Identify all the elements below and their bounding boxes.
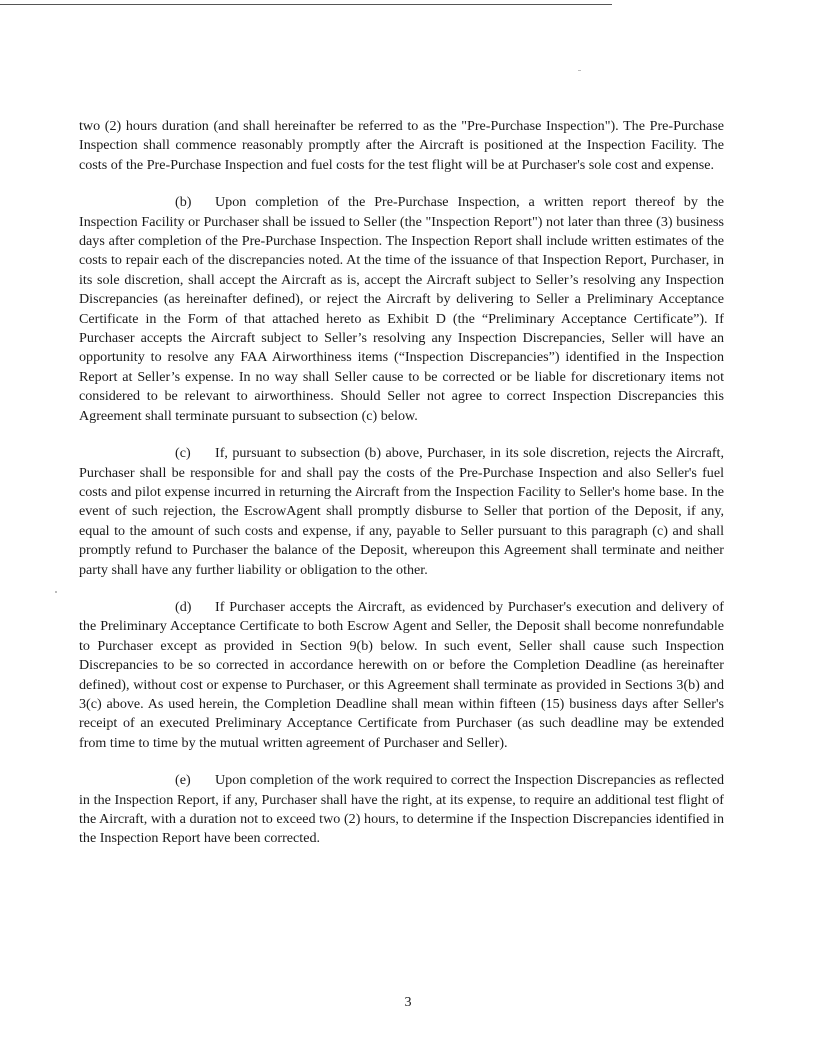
paragraph-marker: (c) [175, 445, 191, 462]
page-number: 3 [404, 994, 412, 1010]
paragraph-text: Upon completion of the Pre-Purchase Inspection, a written report thereof by the Inspection Facility or Purchaser shall be issued to Seller (the "Inspection Report") not later than three (3) business days after completion of the Pre-Purchase Inspection. The Inspection Report shall include written estimates of the costs to repair each of the discrepancies noted. At the time of the issuance of that Inspection Report, Purchaser, in its sole discretion, shall accept the Aircraft as is, accept the Aircraft subject to Seller’s resolving any Inspection Discrepancies (as hereinafter defined), or reject the Aircraft by delivering to Seller a Preliminary Acceptance Certificate in the Form of that attached hereto as Exhibit D (the “Preliminary Acceptance Certificate”). If Purchaser accepts the Aircraft subject to Seller’s resolving any Inspection Discrepancies, Seller will have an opportunity to resolve any FAA Airworthiness items (“Inspection Discrepancies”) identified in the Inspection Report at Seller’s expense. In no way shall Seller cause to be corrected or be liable for discretionary items not considered to be relevant to airworthiness. Should Seller not agree to correct Inspection Discrepancies this Agreement shall terminate pursuant to subsection (c) below. [79, 194, 724, 424]
paragraph-text: If Purchaser accepts the Aircraft, as evidenced by Purchaser's execution and delivery of the Preliminary Acceptance Certificate to both Escrow Agent and Seller, the Deposit shall become nonrefundable to Purchaser except as provided in Section 9(b) below. In such event, Seller shall cause such Inspection Discrepancies to be so corrected in accordance herewith on or before the Completion Deadline (as hereinafter defined), without cost or expense to Purchaser, or this Agreement shall terminate as provided in Sections 3(b) and 3(c) above. As used herein, the Completion Deadline shall mean within fifteen (15) business days after Seller's receipt of an executed Preliminary Acceptance Certificate from Purchaser (as such deadline may be extended from time to time by the mutual written agreement of Purchaser and Seller). [79, 598, 724, 751]
paragraph-b [79, 193, 724, 426]
paragraph-text: If, pursuant to subsection (b) above, Purchaser, in its sole discretion, rejects the Aircraft, Purchaser shall be responsible for and shall pay the costs of the Pre-Purchase Inspection and also Seller's fuel costs and pilot expense incurred in returning the Aircraft from the Inspection Facility to Seller's home base. In the event of such rejection, the EscrowAgent shall promptly disburse to Seller that portion of the Deposit, if any, equal to the amount of such costs and expense, if any, payable to Seller pursuant to this paragraph (c) and shall promptly refund to Purchaser the balance of the Deposit, whereupon this Agreement shall terminate and neither party shall have any further liability or obligation to the other. [79, 445, 724, 578]
document-body [79, 117, 724, 867]
paragraph-d [79, 598, 724, 753]
paragraph-text: Upon completion of the work required to correct the Inspection Discrepancies as reflected in the Inspection Report, if any, Purchaser shall have the right, at its expense, to require an additional test flight of the Aircraft, with a duration not to exceed two (2) hours, to determine if the Inspection Discrepancies identified in the Inspection Report have been corrected. [79, 772, 724, 847]
paragraph-marker: (d) [175, 598, 192, 615]
top-scan-rule [0, 4, 612, 5]
paragraph-c [79, 444, 724, 580]
scan-speck [55, 591, 57, 593]
paragraph-marker: (b) [175, 194, 192, 211]
paragraph-text: two (2) hours duration (and shall hereinafter be referred to as the "Pre-Purchase Inspection"). The Pre-Purchase Inspection shall commence reasonably promptly after the Aircraft is positioned at the Inspection Facility. The costs of the Pre-Purchase Inspection and fuel costs for the test flight will be at Purchaser's sole cost and expense. [79, 118, 724, 173]
paragraph-e [79, 771, 724, 849]
paragraph-continuation [79, 117, 724, 175]
scan-speck [578, 70, 581, 71]
paragraph-marker: (e) [175, 772, 191, 789]
